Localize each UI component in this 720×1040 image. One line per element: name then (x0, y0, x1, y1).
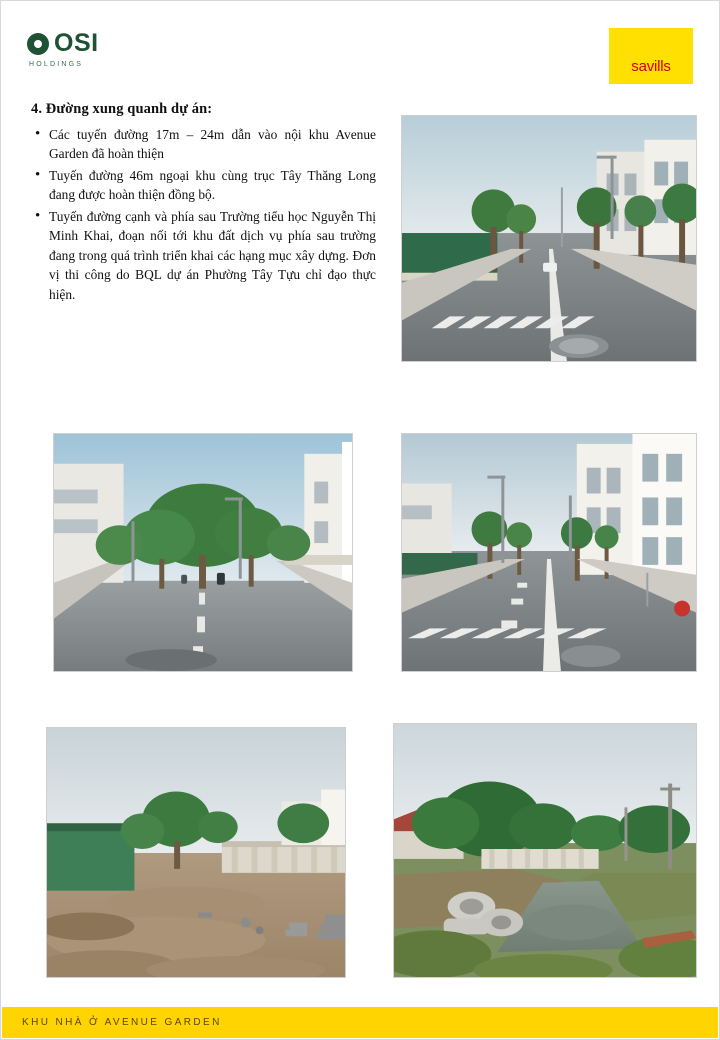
photo-dirt-road-construction (46, 727, 346, 978)
osi-logo-text: OSI (54, 29, 99, 57)
section-title: 4. Đường xung quanh dự án: (31, 101, 213, 117)
savills-logo (609, 28, 693, 84)
list-item: • Tuyến đường 46m ngoại khu cùng trục Tây Thăng Long đang được hoàn thiện đồng bộ. (31, 166, 376, 205)
savills-logo-text: savills (631, 58, 671, 75)
photo-canal-drainage-works-image (394, 724, 696, 977)
photo-road-townhouses-image (402, 434, 696, 671)
list-item: • Tuyến đường cạnh và phía sau Trường tiểu học Nguyễn Thị Minh Khai, đoạn nối tới khu đất dịch vụ phía sau trường đang trong quá trình triển khai các hạng mục xây dựng. Đơn vị thi công do BQL dự án Phường Tây Tựu chỉ đạo thực hiện. (31, 207, 376, 304)
photo-road-main-avenue-image (402, 116, 696, 361)
photo-road-townhouses (401, 433, 697, 672)
footer-label: KHU NHÀ Ở AVENUE GARDEN (22, 1017, 222, 1028)
photo-dirt-road-construction-image (47, 728, 345, 977)
footer-bar (2, 1007, 718, 1038)
photo-canal-drainage-works (393, 723, 697, 978)
photo-road-main-avenue (401, 115, 697, 362)
list-item: • Các tuyến đường 17m – 24m dẫn vào nội khu Avenue Garden đã hoàn thiện (31, 125, 376, 164)
photo-interior-road-trees-image (54, 434, 352, 671)
osi-logo-tagline: HOLDINGS (29, 61, 84, 68)
bullet-list (31, 125, 376, 304)
osi-holdings-logo (27, 31, 147, 87)
content-text-block (31, 101, 376, 306)
osi-circle-icon (27, 33, 49, 55)
photo-interior-road-trees (53, 433, 353, 672)
